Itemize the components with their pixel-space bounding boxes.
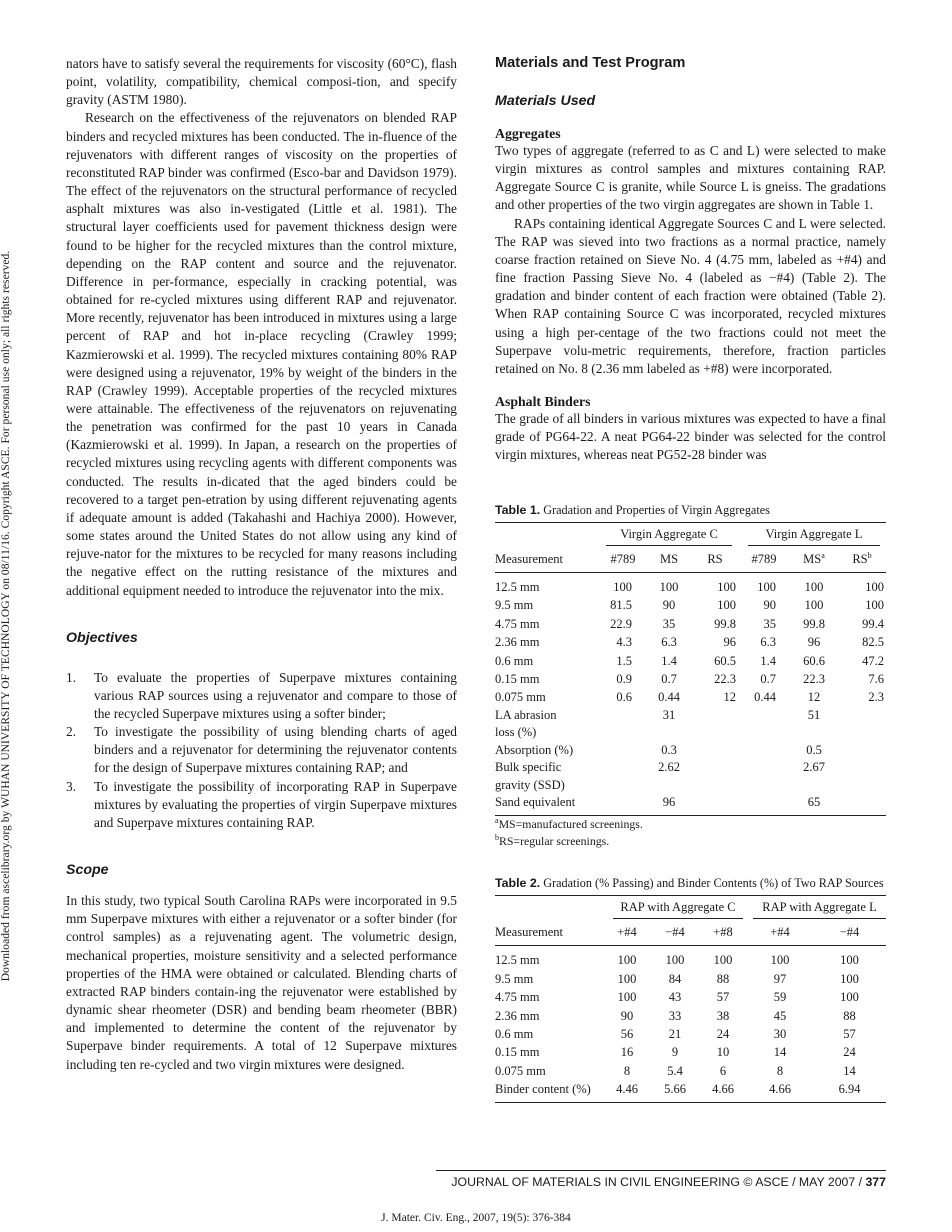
table-1-footnote-a: $^a$MS=manufactured screenings.: [495, 815, 643, 831]
table-cell: 100: [865, 598, 884, 613]
table-cell: 60.6: [803, 653, 825, 668]
row-label: 0.6 mm: [495, 653, 534, 668]
row-label: 4.75 mm: [495, 616, 540, 631]
paragraph-rap-fractions: RAPs containing identical Aggregate Sources C and L were selected. The RAP was sieved into two fractions as a normal practice, namely coarse fraction retained on Sieve No. 4 (4.75 mm, labeled as +#4) and fine fraction Passing Sieve No. 4 (labeled as −#4) (Table 2). The gradation and binder content of each fraction were obtained (Table 2). When RAP containing Source C was incorporated, recycled mixtures using a high per-centage of the two fractions could not meet the Superpave volu-metric requirements, therefore, fraction particles retained on No. 8 (2.36 mm labeled as +#8) were incorporated.: [495, 215, 886, 376]
paragraph-asphalt-binders: The grade of all binders in various mixtures was expected to have a final grade of PG64-22. A neat PG64-22 binder was selected for the control virgin mixtures, whereas neat PG52-28 binder was: [495, 411, 886, 463]
table-row: [495, 596, 886, 614]
row-label: 4.75 mm: [495, 990, 540, 1005]
table-cell: 65: [807, 795, 821, 810]
column-header-measurement: Measurement: [495, 925, 564, 940]
subsection-heading-materials-used: Materials Used: [495, 93, 596, 109]
table-cell: 100: [804, 580, 824, 594]
table-cell: 6.94: [838, 1082, 861, 1097]
table-cell: 100: [804, 598, 824, 613]
table-cell: 100: [617, 990, 637, 1005]
table-cell: 1.5: [616, 653, 632, 668]
table-cell: 8: [623, 1063, 631, 1078]
table-cell: 14: [773, 1045, 787, 1060]
left-column: [66, 55, 457, 1074]
citation-line: J. Mater. Civ. Eng., 2007, 19(5): 376-384: [381, 1212, 571, 1224]
table-cell: 90: [763, 598, 776, 613]
table-cell: 100: [840, 990, 859, 1005]
table-cell: 0.7: [760, 672, 776, 687]
table-cell: 56: [620, 1026, 634, 1041]
table-2-caption: [495, 875, 886, 892]
table-row: [495, 573, 886, 597]
column-header: RS: [707, 552, 723, 566]
table-cell: 0.3: [661, 742, 677, 757]
column-header: +#4: [770, 925, 790, 940]
table-row: [495, 759, 886, 794]
right-column: [495, 55, 886, 1103]
row-label: 0.075 mm: [495, 690, 546, 705]
table-2: [495, 895, 886, 1102]
paragraph-rejuvenator-requirements: nators have to satisfy several the requirements for viscosity (60°C), flash point, volatility, compatibility, chemical composi-tion, and specify gravity (ASTM 1980).: [66, 56, 457, 108]
table-cell: 99.4: [862, 616, 884, 631]
table-cell: 9: [671, 1045, 679, 1060]
table-row: [495, 988, 886, 1006]
table-cell: 99.8: [714, 616, 736, 631]
objective-text: To investigate the possibility of incorporating RAP in Superpave mixtures by evaluating the properties of virgin Superpave mixtures and Superpave mixtures containing RAP.: [94, 778, 457, 830]
group-header-aggregate-l: Virgin Aggregate L: [748, 527, 880, 546]
table-cell: 0.6: [616, 690, 632, 705]
row-label: Binder content (%): [495, 1082, 591, 1097]
table-row: [495, 1080, 886, 1102]
table-cell: 100: [617, 953, 637, 968]
table-cell: 97: [773, 971, 787, 986]
objective-item-3: [66, 778, 457, 832]
table-cell: 0.9: [616, 672, 632, 687]
table-cell: 99.8: [803, 616, 825, 631]
table-cell: 96: [807, 635, 821, 650]
table-cell: 35: [662, 616, 676, 631]
table-1-label: Table 1.: [495, 502, 541, 517]
table-row: [495, 652, 886, 670]
table-cell: 100: [659, 580, 679, 594]
table-row: [495, 970, 886, 988]
row-label: 2.36 mm: [495, 1008, 540, 1023]
column-header: +#4: [617, 925, 637, 940]
table-cell: 5.4: [667, 1063, 683, 1078]
table-row: [495, 742, 886, 760]
table-cell: 22.3: [714, 672, 736, 687]
table-cell: 100: [757, 580, 776, 594]
column-header: $RS^b$: [852, 550, 872, 566]
column-header: $MS^a$: [803, 550, 825, 566]
table-cell: 10: [716, 1045, 730, 1060]
table-cell: 12: [807, 690, 821, 705]
table-cell: 57: [716, 990, 730, 1005]
table-cell: 82.5: [862, 635, 884, 650]
paragraph-aggregates: Two types of aggregate (referred to as C and L) were selected to make virgin mixtures as control samples and mixtures containing RAP. Aggregate Source C is granite, while Source L is gneiss. The gradations and other properties of the two virgin aggregates are shown in Table 1.: [495, 143, 886, 213]
table-cell: 100: [713, 953, 733, 968]
objective-number: 3.: [66, 778, 77, 794]
journal-footer: [436, 1170, 886, 1189]
column-header: −#4: [839, 925, 860, 940]
group-header-rap-l: RAP with Aggregate L: [753, 900, 886, 919]
table-cell: 57: [843, 1026, 856, 1041]
table-cell: 84: [668, 971, 682, 986]
row-label: 12.5 mm: [495, 953, 540, 968]
table-header-row: [495, 523, 886, 547]
table-row: [495, 1007, 886, 1025]
table-cell: 96: [723, 635, 736, 650]
paragraph-research-review: Research on the effectiveness of the rejuvenators on blended RAP binders and recycled mixtures has been conducted. The in-fluence of the rejuvenators with different ranges of viscosity on the properties of reconstituted RAP binder was confirmed (Esco-bar and Davidson 1979). The effect of the rejuvenators on the structural performance of recycled asphalt mixtures was also in-vestigated (Little et al. 1981). The structural layer coefficients used for pavement thickness design were found to be higher for the recycled mixtures than the control mixture, depending on the RAP content and source and the rejuvenator. Difference in per-formance, especially in cracking potential, was obtained for re-cycled mixtures using different RAP and rejuvenator. More recently, rejuvenator has been introduced in mixtures using a large percent of RAP and hot in-place recycling (Crawley 1999; Kazmierowski et al. 1999). The recycled mixtures containing 80% RAP were designed using a rejuvenator, 19% by weight of the binders in the RAP (Crawley 1999). Acceptable properties of the recycled mixtures were attainable. The effectiveness of the rejuvenators on rejuvenating the penetration was confirmed for the past 10 years in Canada (Kazmierowski et al. 1999). In Japan, a research on the properties of recycled mixtures using recycling agents with different components was conducted. The results in-dicated that the aged binders could be recovered to a target pen-etration by using different rejuvenating agents if adequate amount is added (Takahashi and Hachiya 2000). However, some states around the United States do not allow using any kind of rejuve-nator for the mixtures to be recycled for many reasons including the negative effect on the rutting resistance of the mixtures and additional equipment needed to introduce the rejuvenator into the mix.: [66, 110, 457, 598]
table-cell: 100: [665, 953, 685, 968]
column-header: #789: [610, 552, 636, 566]
asphalt-binders-heading: Asphalt Binders: [495, 394, 591, 410]
table-cell: 24: [843, 1045, 856, 1060]
paragraph-scope: In this study, two typical South Carolina RAPs were incorporated in 9.5 mm Superpave mixtures with either a rejuvenator or a softer binder (for control samples) as a rejuvenating agent. The volumetric design, mechanical properties, moisture sensitivity and a selected performance properties of the HMA were obtained or calculated. Blending charts of extracted RAP binders contain-ing the rejuvenator were established by dynamic shear rheometer (DSR) and bending beam rheometer (BBR) and implemented to determine the content of the rejuvenator by Superpave binder requirements. A total of 12 Superpave mixtures including ten re-cycled and two virgin mixtures were designed.: [66, 893, 457, 1072]
table-cell: 6.3: [661, 635, 677, 650]
table-cell: 7.6: [868, 672, 884, 687]
table-cell: 100: [770, 953, 790, 968]
table-row: [495, 1043, 886, 1061]
table-cell: 8: [776, 1063, 784, 1078]
aggregates-heading: Aggregates: [495, 126, 561, 141]
table-cell: 43: [668, 990, 682, 1005]
table-row: [495, 615, 886, 633]
table-cell: 2.3: [868, 690, 884, 705]
table-cell: 16: [620, 1045, 634, 1060]
objectives-list: [66, 669, 457, 832]
table-cell: 24: [716, 1026, 730, 1041]
table-row: [495, 1025, 886, 1043]
group-header-aggregate-c: Virgin Aggregate C: [606, 527, 732, 546]
table-cell: 88: [716, 971, 730, 986]
table-cell: 59: [773, 990, 787, 1005]
table-2-label: Table 2.: [495, 875, 541, 890]
row-label: 0.15 mm: [495, 672, 540, 687]
table-row: [495, 794, 886, 815]
row-label: 9.5 mm: [495, 598, 534, 613]
table-1: [495, 522, 886, 816]
table-1-block: [495, 502, 886, 851]
column-header: MS: [659, 552, 679, 566]
objective-item-1: [66, 669, 457, 723]
footnote-marker: b: [867, 550, 872, 560]
table-cell: 100: [617, 971, 637, 986]
table-cell: 51: [807, 707, 821, 722]
table-row: [495, 670, 886, 688]
column-header: −#4: [665, 925, 685, 940]
table-cell: 90: [620, 1008, 634, 1023]
table-cell: 22.3: [803, 672, 825, 687]
table-cell: 31: [662, 707, 676, 722]
table-cell: 22.9: [610, 616, 632, 631]
table-cell: 5.66: [664, 1082, 686, 1097]
table-cell: 1.4: [661, 653, 677, 668]
table-cell: 100: [717, 580, 736, 594]
table-row: [495, 633, 886, 651]
group-header-rap-c: RAP with Aggregate C: [613, 900, 743, 919]
table-cell: 14: [843, 1063, 856, 1078]
objective-item-2: [66, 723, 457, 777]
row-label: 0.15 mm: [495, 1045, 540, 1060]
table-cell: 2.62: [658, 760, 680, 775]
objective-number: 2.: [66, 724, 77, 740]
table-cell: 90: [662, 598, 676, 613]
table-cell: 100: [840, 971, 859, 986]
table-cell: 12: [723, 690, 736, 705]
journal-line: JOURNAL OF MATERIALS IN CIVIL ENGINEERING © ASCE / MAY 2007 /: [451, 1175, 866, 1189]
footnote-marker: a: [821, 550, 825, 560]
table-cell: 81.5: [610, 598, 632, 613]
table-cell: 0.7: [661, 672, 677, 687]
table-cell: 45: [773, 1008, 787, 1023]
table-cell: 38: [716, 1008, 730, 1023]
table-cell: 100: [717, 598, 736, 613]
table-cell: 21: [668, 1026, 682, 1041]
table-cell: 4.66: [712, 1082, 734, 1097]
table-cell: 4.3: [616, 635, 632, 650]
table-row: [495, 1062, 886, 1080]
scope-heading: Scope: [66, 862, 109, 879]
row-label: 2.36 mm: [495, 635, 540, 650]
objective-number: 1.: [66, 669, 77, 685]
row-label: LA abrasion loss (%): [495, 707, 557, 740]
table-1-title: Gradation and Properties of Virgin Aggregates: [543, 502, 770, 517]
table-cell: 0.44: [754, 690, 776, 705]
row-label: 12.5 mm: [495, 580, 540, 594]
table-cell: 35: [763, 616, 776, 631]
table-cell: 100: [865, 580, 884, 594]
row-label: 9.5 mm: [495, 971, 534, 986]
table-cell: 0.44: [658, 690, 680, 705]
table-cell: 6: [719, 1063, 727, 1078]
table-row: [495, 707, 886, 742]
table-cell: 100: [840, 953, 859, 968]
page-number: 377: [865, 1175, 886, 1189]
row-label: Bulk specific gravity (SSD): [495, 760, 565, 792]
table-header-row: [495, 546, 886, 573]
objective-text: To evaluate the properties of Superpave mixtures containing various RAP sources using a rejuvenator and compare to those of the recycled Superpave mixtures using a softer binder;: [94, 669, 457, 721]
table-cell: 96: [662, 795, 676, 810]
table-1-footnote-b: $^b$RS=regular screenings.: [495, 833, 610, 849]
table-cell: 47.2: [862, 653, 884, 668]
objective-text: To investigate the possibility of using blending charts of aged binders and a rejuvenator for determining the rejuvenator contents for the design of Superpave mixtures containing RAP; and: [94, 724, 457, 776]
column-header-measurement: Measurement: [495, 552, 564, 566]
row-label: Absorption (%): [495, 742, 574, 757]
table-cell: 1.4: [760, 653, 776, 668]
download-notice: Downloaded from ascelibrary.org by WUHAN UNIVERSITY OF TECHNOLOGY on 08/11/16. Copyright ASCE. For personal use only; all rights reserved.: [0, 250, 12, 982]
row-label: 0.6 mm: [495, 1026, 534, 1041]
section-heading-materials: Materials and Test Program: [495, 55, 686, 71]
table-cell: 100: [613, 580, 632, 594]
table-cell: 60.5: [714, 653, 736, 668]
column-header: #789: [751, 552, 777, 566]
table-1-caption: [495, 502, 886, 519]
table-header-row: [495, 919, 886, 946]
table-cell: 88: [843, 1008, 856, 1023]
table-cell: 4.46: [616, 1082, 638, 1097]
objectives-heading: Objectives: [66, 629, 138, 646]
table-cell: 33: [668, 1008, 682, 1023]
table-cell: 2.67: [803, 760, 825, 775]
column-header: +#8: [713, 925, 733, 940]
table-cell: 30: [773, 1026, 787, 1041]
table-cell: 6.3: [760, 635, 776, 650]
table-row: [495, 688, 886, 706]
table-2-block: [495, 875, 886, 1103]
table-cell: 4.66: [769, 1082, 791, 1097]
table-cell: 0.5: [806, 742, 822, 757]
table-header-row: [495, 896, 886, 920]
table-2-title: Gradation (% Passing) and Binder Contents (%) of Two RAP Sources: [543, 875, 884, 890]
row-label: Sand equivalent: [495, 795, 576, 810]
table-row: [495, 946, 886, 970]
row-label: 0.075 mm: [495, 1063, 546, 1078]
